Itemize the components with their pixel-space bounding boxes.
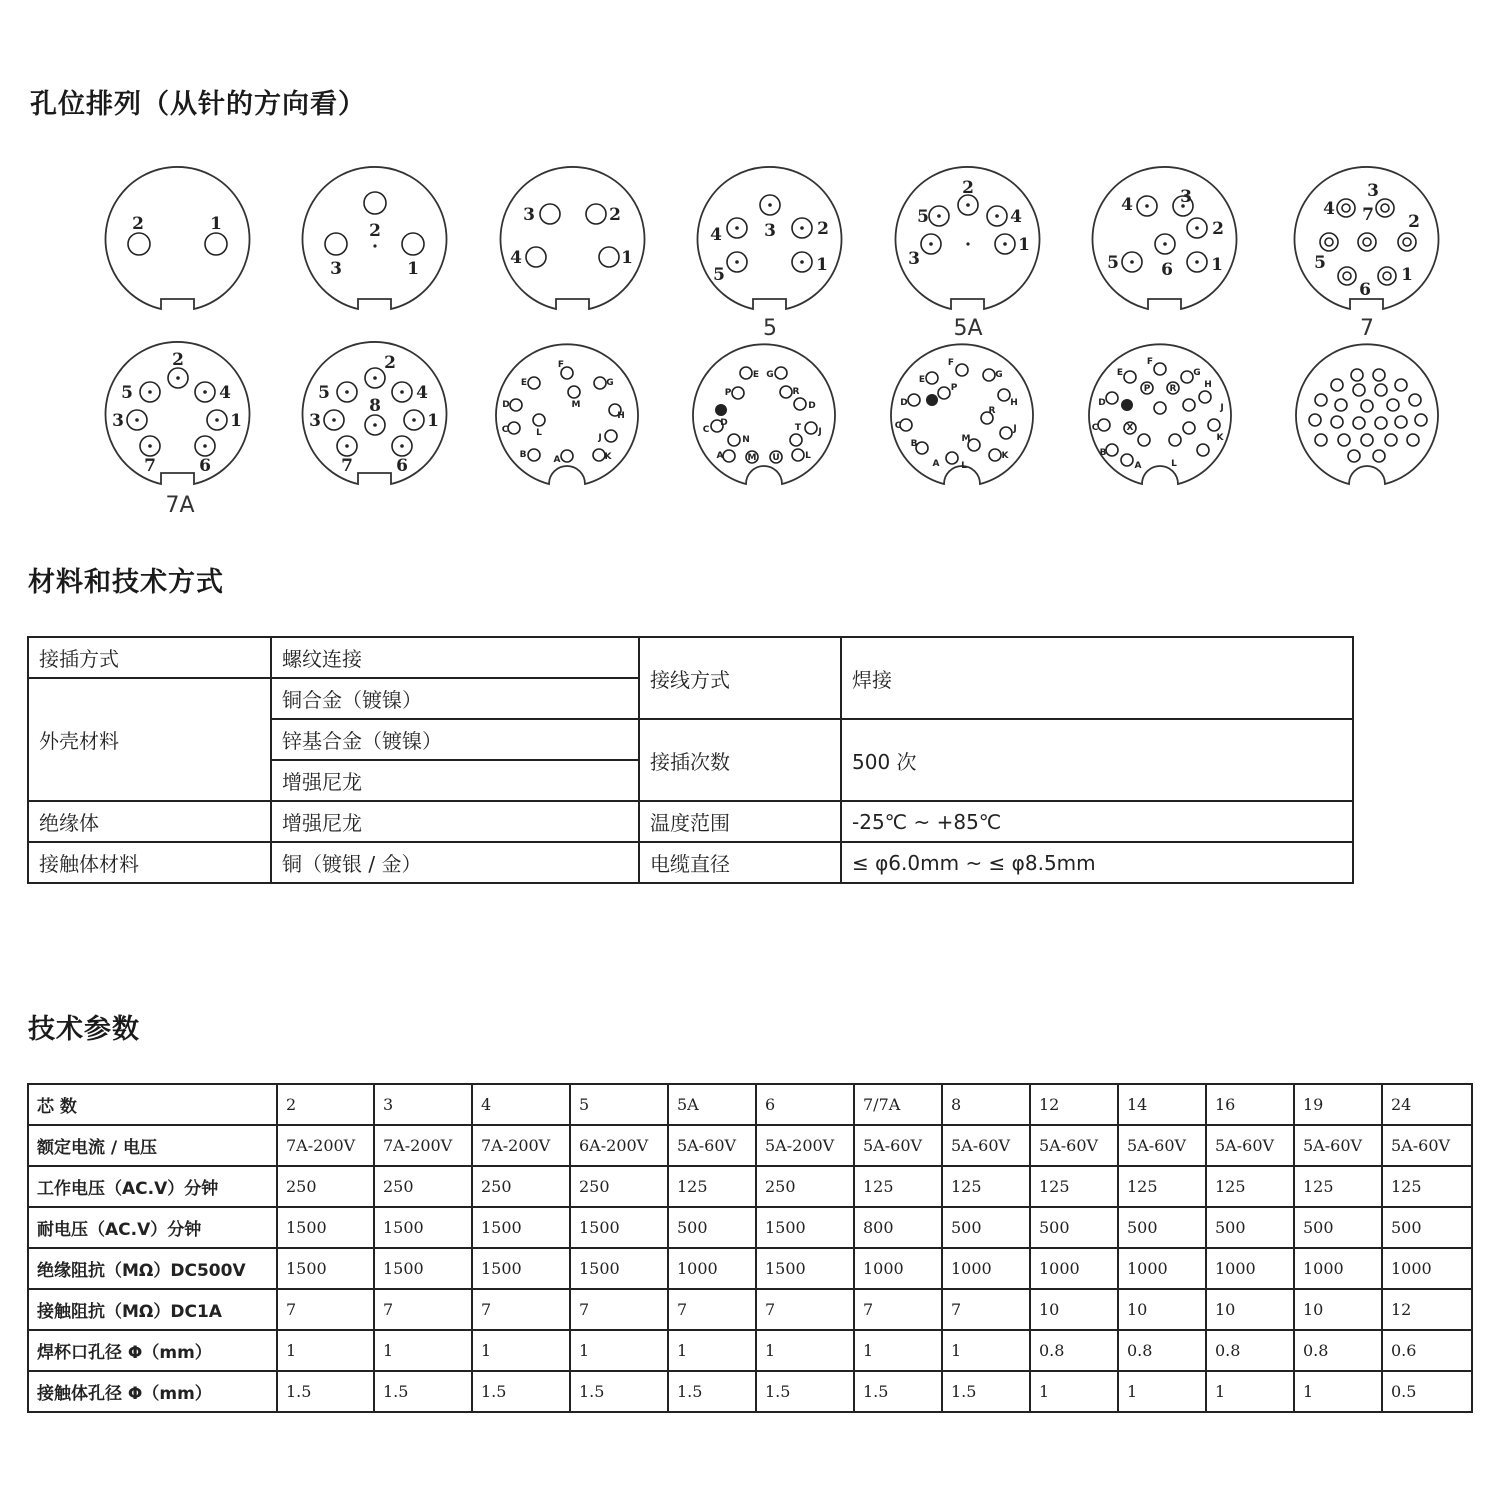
table-cell: 125	[1382, 1166, 1472, 1207]
row-label: 绝缘阻抗（MΩ）DC500V	[28, 1248, 277, 1289]
connector-14pin-diagram	[693, 344, 835, 484]
connector-caption: 7A	[165, 493, 195, 518]
pin-label: T	[794, 423, 802, 433]
table-cell: 24	[1382, 1084, 1472, 1125]
pin-label: X	[1126, 423, 1134, 433]
connector-12pin-diagram	[496, 344, 638, 484]
table-cell: 1500	[570, 1207, 668, 1248]
pin-label: 8	[369, 396, 381, 416]
table-row	[28, 1166, 1472, 1207]
table-cell: 7	[570, 1289, 668, 1330]
pin-label: 3	[112, 411, 124, 431]
table-cell: 5A-60V	[942, 1125, 1030, 1166]
pin-label: 1	[407, 259, 419, 279]
table-cell: 电缆直径	[639, 842, 841, 883]
pin-label: L	[961, 461, 967, 471]
table-cell: 250	[756, 1166, 854, 1207]
pin-label: 2	[132, 214, 144, 234]
table-cell: ≤ φ6.0mm ~ ≤ φ8.5mm	[841, 842, 1353, 883]
pin-label: D	[720, 418, 728, 428]
pin-label: K	[1001, 451, 1009, 461]
pin-label: D	[808, 401, 816, 411]
pin-label: A	[932, 459, 940, 469]
table-cell: 7	[374, 1289, 472, 1330]
connector-4pin-diagram	[501, 167, 645, 309]
table-cell: 1000	[854, 1248, 942, 1289]
pin-label: 2	[1212, 219, 1224, 239]
pin-label: A	[716, 451, 724, 461]
pin-label: 5	[917, 207, 929, 227]
table-cell: 10	[1206, 1289, 1294, 1330]
table-cell: 2	[277, 1084, 374, 1125]
pin-label: U	[772, 453, 780, 463]
pin-label: 3	[1367, 181, 1379, 201]
pin-label: A	[553, 455, 561, 465]
row-label: 焊杯口孔径 Φ（mm）	[28, 1330, 277, 1371]
pin-label: M	[961, 434, 971, 444]
table-cell: 5A-200V	[756, 1125, 854, 1166]
table-cell: 1.5	[756, 1371, 854, 1412]
pin-label: J	[1220, 403, 1224, 413]
table-cell: 10	[1118, 1289, 1206, 1330]
pin-label: 7	[341, 456, 353, 476]
pin-label: F	[1146, 357, 1154, 367]
pin-diagrams	[0, 0, 1500, 530]
table-cell: 铜合金（镀镍）	[271, 678, 639, 719]
row-label: 耐电压（AC.V）分钟	[28, 1207, 277, 1248]
table-cell: 1000	[942, 1248, 1030, 1289]
pin-label: H	[1010, 398, 1018, 408]
pin-label: E	[520, 378, 528, 388]
table-cell: 1500	[570, 1248, 668, 1289]
table-cell: 16	[1206, 1084, 1294, 1125]
connector-2pin-diagram	[105, 167, 249, 309]
table-cell: 12	[1382, 1289, 1472, 1330]
table-cell: 1500	[472, 1207, 570, 1248]
table-row	[28, 842, 1353, 883]
table-cell: 接插方式	[28, 637, 271, 678]
table-cell: 0.6	[1382, 1330, 1472, 1371]
table-cell: 800	[854, 1207, 942, 1248]
pin-label: 2	[962, 178, 974, 198]
pin-label: C	[1091, 423, 1099, 433]
table-cell: 绝缘体	[28, 801, 271, 842]
table-cell: 12	[1030, 1084, 1118, 1125]
table-cell: 500	[668, 1207, 756, 1248]
table-cell: 19	[1294, 1084, 1382, 1125]
table-cell: 7	[942, 1289, 1030, 1330]
pin-label: 1	[621, 248, 633, 268]
pin-label: A	[1134, 461, 1142, 471]
row-label: 芯 数	[28, 1084, 277, 1125]
table-cell: 0.8	[1294, 1330, 1382, 1371]
table-cell: 1500	[374, 1248, 472, 1289]
table-cell: 1500	[756, 1248, 854, 1289]
table-cell: 4	[472, 1084, 570, 1125]
table-cell: 125	[1118, 1166, 1206, 1207]
table-cell: 1500	[277, 1207, 374, 1248]
table-cell: 1000	[1030, 1248, 1118, 1289]
table-cell: 6	[756, 1084, 854, 1125]
table-cell: 锌基合金（镀镍）	[271, 719, 639, 760]
pin-label: 5	[121, 383, 133, 403]
pin-label: 1	[816, 255, 828, 275]
pin-label: 2	[172, 350, 184, 370]
pin-label: J	[1013, 424, 1017, 434]
pin-label: 6	[1359, 280, 1371, 300]
table-cell: 500	[1382, 1207, 1472, 1248]
connector-caption: 5	[763, 316, 777, 341]
pin-label: R	[792, 387, 800, 397]
table-cell: 7	[854, 1289, 942, 1330]
pin-label: 2	[1408, 212, 1420, 232]
table-cell: 1000	[1294, 1248, 1382, 1289]
table-cell: 125	[1206, 1166, 1294, 1207]
pin-label: 4	[1323, 199, 1335, 219]
connector-caption: 7	[1360, 316, 1374, 341]
table-cell: 5A-60V	[1030, 1125, 1118, 1166]
connector-7a-diagram	[105, 342, 249, 518]
table-cell: 500	[1118, 1207, 1206, 1248]
table-cell: 接插次数	[639, 719, 841, 801]
table-cell: 1	[277, 1330, 374, 1371]
table-cell: 接触体材料	[28, 842, 271, 883]
pin-label: 3	[764, 221, 776, 241]
pin-label: K	[604, 452, 612, 462]
table-row	[28, 1371, 1472, 1412]
table-cell: 1000	[1118, 1248, 1206, 1289]
pin-label: C	[894, 421, 902, 431]
connector-8pin-diagram	[303, 342, 447, 484]
table-cell: 125	[854, 1166, 942, 1207]
connector-7pin-diagram	[1295, 167, 1439, 341]
pin-label: 2	[369, 221, 381, 241]
table-cell: 焊接	[841, 637, 1353, 719]
table-row	[28, 801, 1353, 842]
pin-label: 5	[318, 383, 330, 403]
pin-label: 1	[1211, 255, 1223, 275]
table-cell: 5A-60V	[854, 1125, 942, 1166]
table-cell: 1	[668, 1330, 756, 1371]
table-cell: 1	[1118, 1371, 1206, 1412]
pin-label: 3	[523, 205, 535, 225]
table-cell: 7	[756, 1289, 854, 1330]
connector-5pin-diagram	[698, 167, 842, 341]
pin-label: F	[557, 360, 565, 370]
table-cell: 1	[1206, 1371, 1294, 1412]
table-cell: 5A-60V	[1382, 1125, 1472, 1166]
table-row	[28, 1330, 1472, 1371]
pin-label: 6	[199, 456, 211, 476]
connector-caption: 5A	[953, 316, 983, 341]
table-cell: 500	[1206, 1207, 1294, 1248]
tech-params-table	[27, 1083, 1473, 1413]
pin-label: M	[571, 400, 581, 410]
row-label: 工作电压（AC.V）分钟	[28, 1166, 277, 1207]
pin-label: 1	[210, 214, 222, 234]
table-cell: 1000	[668, 1248, 756, 1289]
table-row	[28, 1125, 1472, 1166]
pin-label: D	[1098, 398, 1106, 408]
connector-16pin-diagram	[891, 344, 1033, 484]
table-cell: 7	[668, 1289, 756, 1330]
pin-label: M	[747, 453, 757, 463]
table-cell: 8	[942, 1084, 1030, 1125]
table-cell: 1	[1294, 1371, 1382, 1412]
table-cell: 3	[374, 1084, 472, 1125]
row-label: 接触阻抗（MΩ）DC1A	[28, 1289, 277, 1330]
table-cell: -25℃ ~ +85℃	[841, 801, 1353, 842]
pin-label: 5	[1314, 253, 1326, 273]
pin-label: 3	[330, 259, 342, 279]
pin-label: L	[1171, 459, 1177, 469]
table-cell: 1	[756, 1330, 854, 1371]
table-cell: 5A	[668, 1084, 756, 1125]
table-cell: 1.5	[942, 1371, 1030, 1412]
table-cell: 1.5	[854, 1371, 942, 1412]
pin-label: J	[818, 427, 822, 437]
connector-6pin-diagram	[1093, 167, 1237, 309]
pin-label: E	[918, 375, 926, 385]
pin-label: L	[536, 428, 542, 438]
pin-label: 3	[908, 249, 920, 269]
table-cell: 1	[374, 1330, 472, 1371]
pin-label: B	[1099, 448, 1107, 458]
table-cell: 10	[1030, 1289, 1118, 1330]
table-cell: 125	[668, 1166, 756, 1207]
pin-label: G	[766, 370, 774, 380]
pin-label: 4	[510, 248, 522, 268]
pin-label: B	[519, 450, 527, 460]
pin-label: R	[1169, 384, 1177, 394]
pin-label: F	[947, 358, 955, 368]
pin-label: P	[1143, 384, 1151, 394]
table-cell: 10	[1294, 1289, 1382, 1330]
table-cell: 1500	[277, 1248, 374, 1289]
pin-label: R	[988, 406, 996, 416]
pin-label: 4	[219, 383, 231, 403]
table-cell: 螺纹连接	[271, 637, 639, 678]
table-cell: 250	[374, 1166, 472, 1207]
pin-label: E	[1116, 368, 1124, 378]
table-cell: 外壳材料	[28, 678, 271, 801]
table-cell: 500	[942, 1207, 1030, 1248]
table-row	[28, 1289, 1472, 1330]
table-cell: 7	[277, 1289, 374, 1330]
pin-label: N	[742, 435, 750, 445]
table-cell: 铜（镀银 / 金）	[271, 842, 639, 883]
table-cell: 500	[1294, 1207, 1382, 1248]
table-cell: 0.5	[1382, 1371, 1472, 1412]
table-cell: 250	[472, 1166, 570, 1207]
pin-label: P	[724, 388, 732, 398]
table-cell: 500	[1030, 1207, 1118, 1248]
table-row	[28, 1084, 1472, 1125]
table-cell: 0.8	[1118, 1330, 1206, 1371]
table-cell: 1	[472, 1330, 570, 1371]
table-cell: 1000	[1206, 1248, 1294, 1289]
table-cell: 5A-60V	[1118, 1125, 1206, 1166]
pin-label: K	[1216, 433, 1224, 443]
pin-label: C	[702, 425, 710, 435]
pin-label: 1	[1401, 265, 1413, 285]
table-row	[28, 1207, 1472, 1248]
table-cell: 5A-60V	[668, 1125, 756, 1166]
table-cell: 7/7A	[854, 1084, 942, 1125]
pin-label: 4	[710, 225, 722, 245]
table-cell: 5	[570, 1084, 668, 1125]
table-cell: 5A-60V	[1206, 1125, 1294, 1166]
pin-label: P	[950, 383, 958, 393]
table-cell: 1.5	[472, 1371, 570, 1412]
table-cell: 250	[277, 1166, 374, 1207]
pin-label: 3	[309, 411, 321, 431]
table-cell: 500 次	[841, 719, 1353, 801]
pin-label: J	[598, 433, 602, 443]
table-cell: 125	[1030, 1166, 1118, 1207]
pin-label: G	[995, 370, 1003, 380]
table-cell: 1.5	[570, 1371, 668, 1412]
table-cell: 125	[942, 1166, 1030, 1207]
connector-5a-diagram	[896, 167, 1040, 341]
pin-layout-heading: 孔位排列（从针的方向看）	[30, 89, 366, 120]
connector-19pin-diagram	[1089, 344, 1231, 484]
table-cell: 14	[1118, 1084, 1206, 1125]
pin-label: 2	[817, 219, 829, 239]
table-cell: 7	[472, 1289, 570, 1330]
pin-label: C	[501, 425, 509, 435]
pin-label: D	[502, 400, 510, 410]
table-cell: 7A-200V	[472, 1125, 570, 1166]
table-cell: 1	[1030, 1371, 1118, 1412]
pin-label: 3	[1180, 187, 1192, 207]
pin-label: G	[1193, 368, 1201, 378]
table-cell: 250	[570, 1166, 668, 1207]
table-cell: 1500	[756, 1207, 854, 1248]
pin-label: L	[805, 451, 811, 461]
row-label: 额定电流 / 电压	[28, 1125, 277, 1166]
table-row	[28, 1248, 1472, 1289]
table-cell: 增强尼龙	[271, 760, 639, 801]
table-row	[28, 637, 1353, 678]
table-cell: 1.5	[668, 1371, 756, 1412]
pin-label: 5	[1107, 253, 1119, 273]
pin-label: 1	[427, 411, 439, 431]
table-cell: 0.8	[1030, 1330, 1118, 1371]
table-cell: 7A-200V	[374, 1125, 472, 1166]
table-cell: 5A-60V	[1294, 1125, 1382, 1166]
table-cell: 125	[1294, 1166, 1382, 1207]
table-cell: 1000	[1382, 1248, 1472, 1289]
table-cell: 1.5	[277, 1371, 374, 1412]
row-label: 接触体孔径 Φ（mm）	[28, 1371, 277, 1412]
pin-label: 7	[144, 456, 156, 476]
pin-label: B	[910, 439, 918, 449]
pin-label: 1	[1018, 235, 1030, 255]
pin-label: H	[617, 411, 625, 421]
pin-label: D	[900, 398, 908, 408]
materials-table	[27, 636, 1354, 884]
table-cell: 1.5	[374, 1371, 472, 1412]
table-cell: 6A-200V	[570, 1125, 668, 1166]
table-cell: 1	[854, 1330, 942, 1371]
pin-label: 5	[713, 265, 725, 285]
table-cell: 接线方式	[639, 637, 841, 719]
pin-label: 6	[1161, 260, 1173, 280]
connector-3pin-diagram	[303, 167, 447, 309]
pin-label: 4	[416, 383, 428, 403]
pin-label: 2	[384, 353, 396, 373]
table-cell: 0.8	[1206, 1330, 1294, 1371]
materials-heading: 材料和技术方式	[28, 567, 224, 598]
pin-label: 4	[1121, 195, 1133, 215]
connector-24pin-diagram	[1296, 344, 1438, 484]
table-cell: 1	[942, 1330, 1030, 1371]
pin-label: 4	[1010, 207, 1022, 227]
pin-label: 2	[609, 205, 621, 225]
tech-params-heading: 技术参数	[28, 1014, 140, 1045]
table-cell: 7A-200V	[277, 1125, 374, 1166]
table-cell: 1500	[472, 1248, 570, 1289]
pin-label: 7	[1362, 205, 1374, 225]
pin-label: G	[606, 378, 614, 388]
table-cell: 增强尼龙	[271, 801, 639, 842]
table-cell: 1500	[374, 1207, 472, 1248]
table-cell: 温度范围	[639, 801, 841, 842]
table-cell: 1	[570, 1330, 668, 1371]
pin-label: H	[1204, 380, 1212, 390]
pin-label: 1	[230, 411, 242, 431]
pin-label: E	[752, 370, 760, 380]
pin-label: 6	[396, 456, 408, 476]
